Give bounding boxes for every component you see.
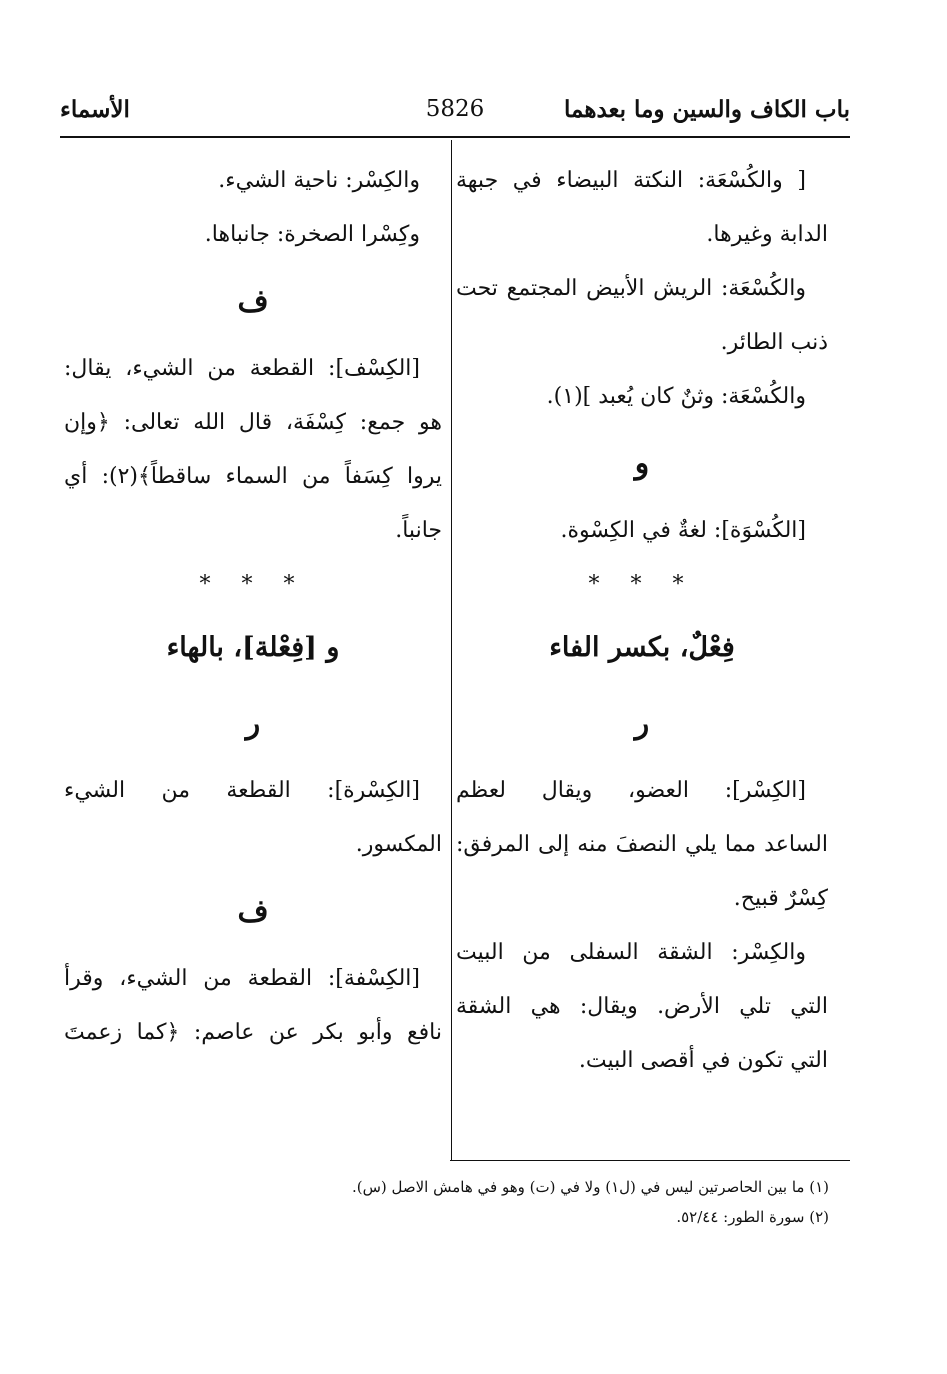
letter-heading: ف: [237, 894, 269, 929]
text-line: والكِسْر: ناحية الشيء.: [218, 168, 420, 193]
footnotes: [129, 1172, 829, 1232]
footnote-rule: [450, 1160, 850, 1161]
text-line: [الكِسْف]: القطعة من الشيء، يقال:: [64, 356, 420, 381]
text-line: نافع وأبو بكر عن عاصم: ﴿كما زعمتَ: [64, 1020, 442, 1045]
text-line: التي تلي الأرض. ويقال: هي الشقة: [456, 994, 828, 1019]
letter-heading: ف: [237, 284, 269, 319]
text-line: [الكِسْفة]: القطعة من الشيء، وقرأ: [64, 966, 420, 991]
section-heading: و [فِعْلة]، بالهاء: [166, 632, 340, 663]
letter-heading: ر: [245, 706, 261, 741]
text-line: [الكِسْر]: العضو، ويقال لعظم: [456, 778, 806, 803]
letter-heading: ر: [634, 706, 650, 741]
page-header: [60, 96, 850, 136]
text-line: [الكُسْوَة]: لغةٌ في الكِسْوة.: [560, 518, 806, 543]
footnote-1: (١) ما بين الحاصرتين ليس في (ل١) ولا في (ت) وهو في هامش الاصل (س).: [351, 1178, 829, 1196]
text-line: [الكِسْرة]: القطعة من الشيء: [64, 778, 420, 803]
text-line: والكُسْعَة: الريش الأبيض المجتمع تحت: [456, 276, 806, 301]
text-line: ذنب الطائر.: [720, 330, 828, 355]
right-column: [456, 154, 828, 1088]
text-line: الدابة وغيرها.: [706, 222, 828, 247]
letter-heading: و: [634, 446, 650, 481]
text-line: والكِسْر: الشقة السفلى من البيت: [456, 940, 806, 965]
text-line: المكسور.: [355, 832, 442, 857]
text-line: الساعد مما يلي النصفَ منه إلى المرفق:: [456, 832, 828, 857]
section-stars: * * *: [199, 572, 307, 597]
left-column: [64, 154, 442, 1060]
header-rule: [60, 136, 850, 138]
text-line: كِسْرٌ قبيح.: [733, 886, 828, 911]
column-divider: [451, 140, 452, 1160]
section-stars: * * *: [588, 572, 696, 597]
text-line: وكِسْرا الصخرة: جانباها.: [204, 222, 420, 247]
text-line: التي تكون في أقصى البيت.: [578, 1048, 828, 1073]
section-title: الأسماء: [60, 96, 130, 123]
footnote-2: (٢) سورة الطور: ٥٢/٤٤.: [676, 1208, 829, 1226]
text-line: جانباً.: [395, 518, 442, 543]
section-heading: فِعْلٌ، بكسر الفاء: [549, 632, 735, 663]
text-line: يروا كِسَفاً من السماء ساقطاً﴾(٢): أي: [64, 464, 442, 489]
text-line: والكُسْعَة: وثنٌ كان يُعبد ](١).: [546, 384, 806, 409]
chapter-title: باب الكاف والسين وما بعدهما: [564, 96, 850, 123]
page-number: 5826: [425, 96, 485, 122]
text-line: [ والكُسْعَة: النكتة البيضاء في جبهة: [456, 168, 806, 193]
text-line: هو جمع: كِسْفَة، قال الله تعالى: ﴿وإن: [64, 410, 442, 435]
